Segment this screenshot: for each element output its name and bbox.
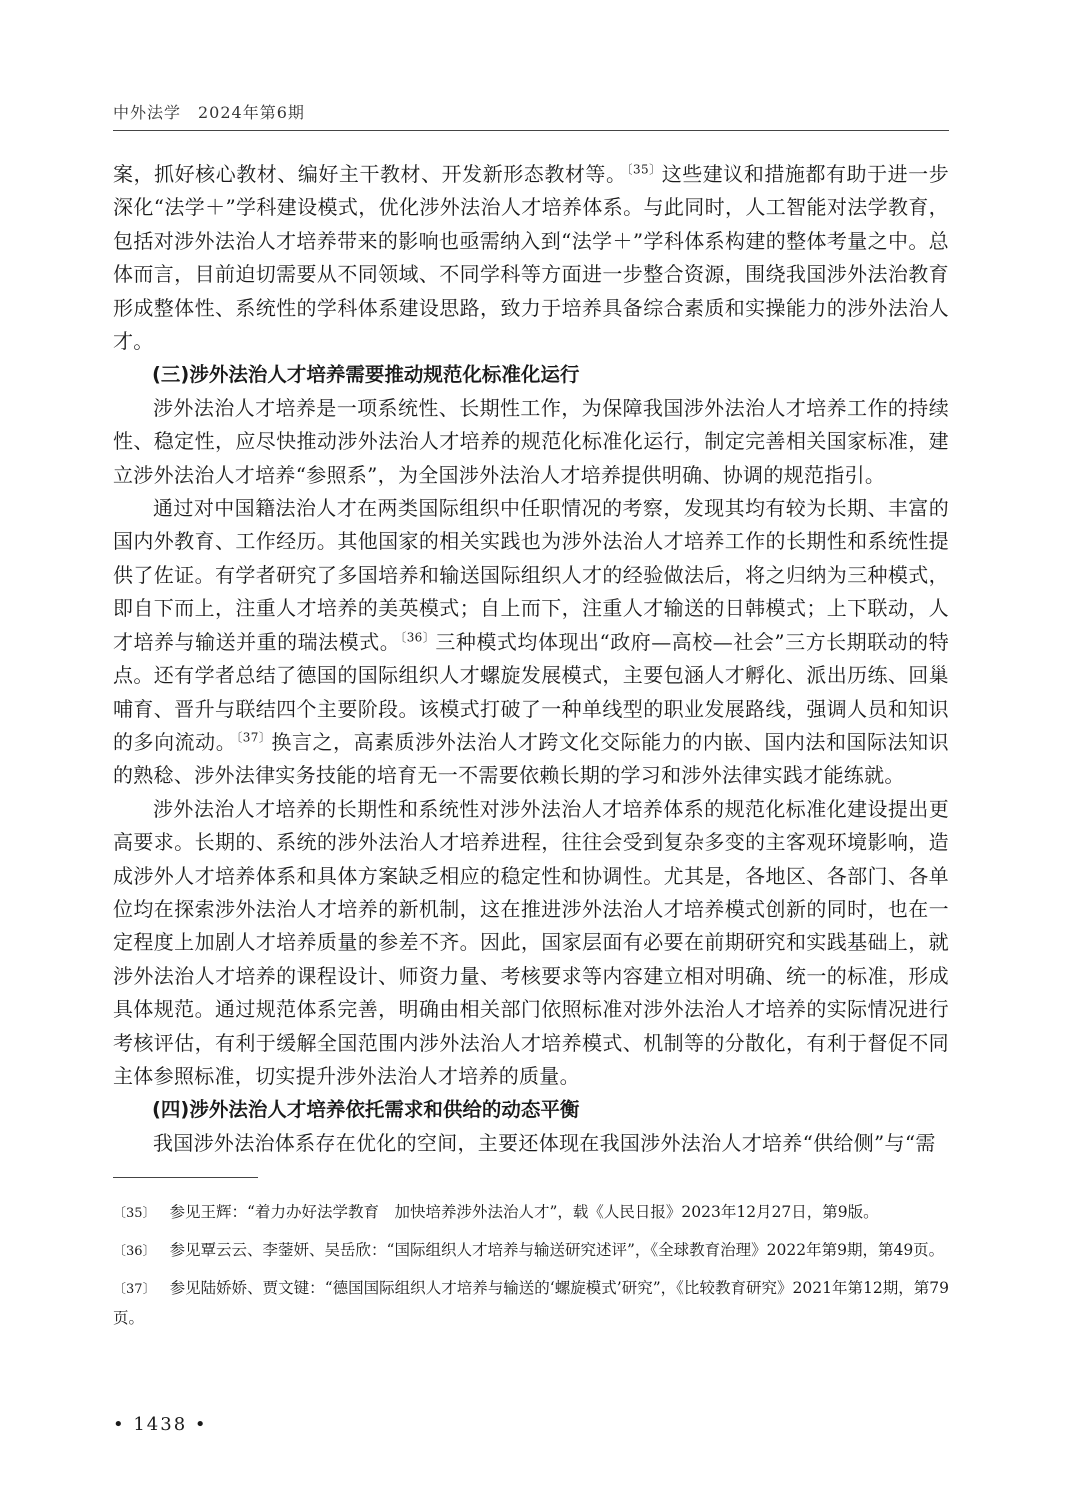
paragraph-text: 三种模式均体现出“政府—高校—社会”三方长期联动的特点。还有学者总结了德国的国际组织人才螺旋发展模式，主要包涵人才孵化、派出历练、回巢哺育、晋升与联结四个主要阶段。该模式打破了一种单线型的职业发展路线，强调人员和知识的多向流动。 bbox=[113, 629, 950, 754]
paragraph-continued bbox=[113, 158, 949, 358]
footnote-ref-37[interactable]: 〔37〕 bbox=[236, 730, 272, 745]
footnote-37 bbox=[113, 1274, 949, 1332]
section-heading-3: (三)涉外法治人才培养需要推动规范化标准化运行 bbox=[152, 363, 580, 387]
footnote-number: 〔36〕 bbox=[113, 1244, 156, 1259]
running-head: 中外法学 2024年第6期 bbox=[113, 103, 305, 122]
footnote-text: 参见王辉：“着力办好法学教育 加快培养涉外法治人才”，载《人民日报》2023年12月27日，第9版。 bbox=[169, 1203, 879, 1221]
footnote-36 bbox=[113, 1236, 949, 1266]
footnote-number: 〔37〕 bbox=[113, 1282, 156, 1297]
paragraph-text: 通过对中国籍法治人才在两类国际组织中任职情况的考察，发现其均有较为长期、丰富的国内外教育、工作经历。其他国家的相关实践也为涉外法治人才培养工作的长期性和系统性提供了佐证。有学者研究了多国培养和输送国际组织人才的经验做法后，将之归纳为三种模式，即自下而上，注重人才培养的美英模式；自上而下，注重人才输送的日韩模式；上下联动，人才培养与输送并重的瑞法模式。 bbox=[113, 496, 949, 654]
footnote-ref-36[interactable]: 〔36〕 bbox=[400, 630, 436, 645]
footnote-35 bbox=[113, 1198, 949, 1228]
paragraph-text: 这些建议和措施都有助于进一步深化“法学＋”学科建设模式，优化涉外法治人才培养体系。与此同时，人工智能对法学教育，包括对涉外法治人才培养带来的影响也亟需纳入到“法学＋”学科体系构建的整体考量之中。总体而言，目前迫切需要从不同领域、不同学科等方面进一步整合资源，围绕我国涉外法治教育形成整体性、系统性的学科体系建设思路，致力于培养具备综合素质和实操能力的涉外法治人才。 bbox=[113, 162, 949, 354]
footnotes bbox=[113, 1198, 949, 1340]
paragraph-text: 换言之，高素质涉外法治人才跨文化交际能力的内嵌、国内法和国际法知识的熟稔、涉外法律实务技能的培育无一不需要依赖长期的学习和涉外法律实践才能练就。 bbox=[113, 729, 949, 788]
header-rule bbox=[113, 130, 949, 131]
footnote-text: 参见陆娇娇、贾文键：“德国国际组织人才培养与输送的‘螺旋模式’研究”，《比较教育研究》2021年第12期，第79页。 bbox=[113, 1279, 949, 1327]
page-number: • 1438 • bbox=[113, 1414, 208, 1435]
footnote-text: 参见覃云云、李蓥妍、吴岳欣：“国际组织人才培养与输送研究述评”，《全球教育治理》2022年第9期，第49页。 bbox=[169, 1241, 945, 1259]
footnote-ref-35[interactable]: 〔35〕 bbox=[626, 162, 662, 177]
paragraph: 涉外法治人才培养是一项系统性、长期性工作，为保障我国涉外法治人才培养工作的持续性、稳定性，应尽快推动涉外法治人才培养的规范化标准化运行，制定完善相关国家标准，建立涉外法治人才培养“参照系”，为全国涉外法治人才培养提供明确、协调的规范指引。 bbox=[113, 395, 949, 487]
footnote-rule bbox=[113, 1177, 258, 1178]
body-text bbox=[113, 158, 949, 1160]
paragraph bbox=[113, 492, 949, 793]
paragraph: 涉外法治人才培养的长期性和系统性对涉外法治人才培养体系的规范化标准化建设提出更高要求。长期的、系统的涉外法治人才培养进程，往往会受到复杂多变的主客观环境影响，造成涉外人才培养体系和具体方案缺乏相应的稳定性和协调性。尤其是，各地区、各部门、各单位均在探索涉外法治人才培养的新机制，这在推进涉外法治人才培养模式创新的同时，也在一定程度上加剧人才培养质量的参差不齐。因此，国家层面有必要在前期研究和实践基础上，就涉外法治人才培养的课程设计、师资力量、考核要求等内容建立相对明确、统一的标准，形成具体规范。通过规范体系完善，明确由相关部门依照标准对涉外法治人才培养的实际情况进行考核评估，有利于缓解全国范围内涉外法治人才培养模式、机制等的分散化，有利于督促不同主体参照标准，切实提升涉外法治人才培养的质量。 bbox=[113, 796, 949, 1088]
paragraph-text: 案，抓好核心教材、编好主干教材、开发新形态教材等。 bbox=[113, 162, 627, 186]
section-heading-4: (四)涉外法治人才培养依托需求和供给的动态平衡 bbox=[152, 1098, 580, 1122]
footnote-number: 〔35〕 bbox=[113, 1206, 156, 1221]
paragraph: 我国涉外法治体系存在优化的空间，主要还体现在我国涉外法治人才培养“供给侧”与“需 bbox=[153, 1130, 936, 1155]
